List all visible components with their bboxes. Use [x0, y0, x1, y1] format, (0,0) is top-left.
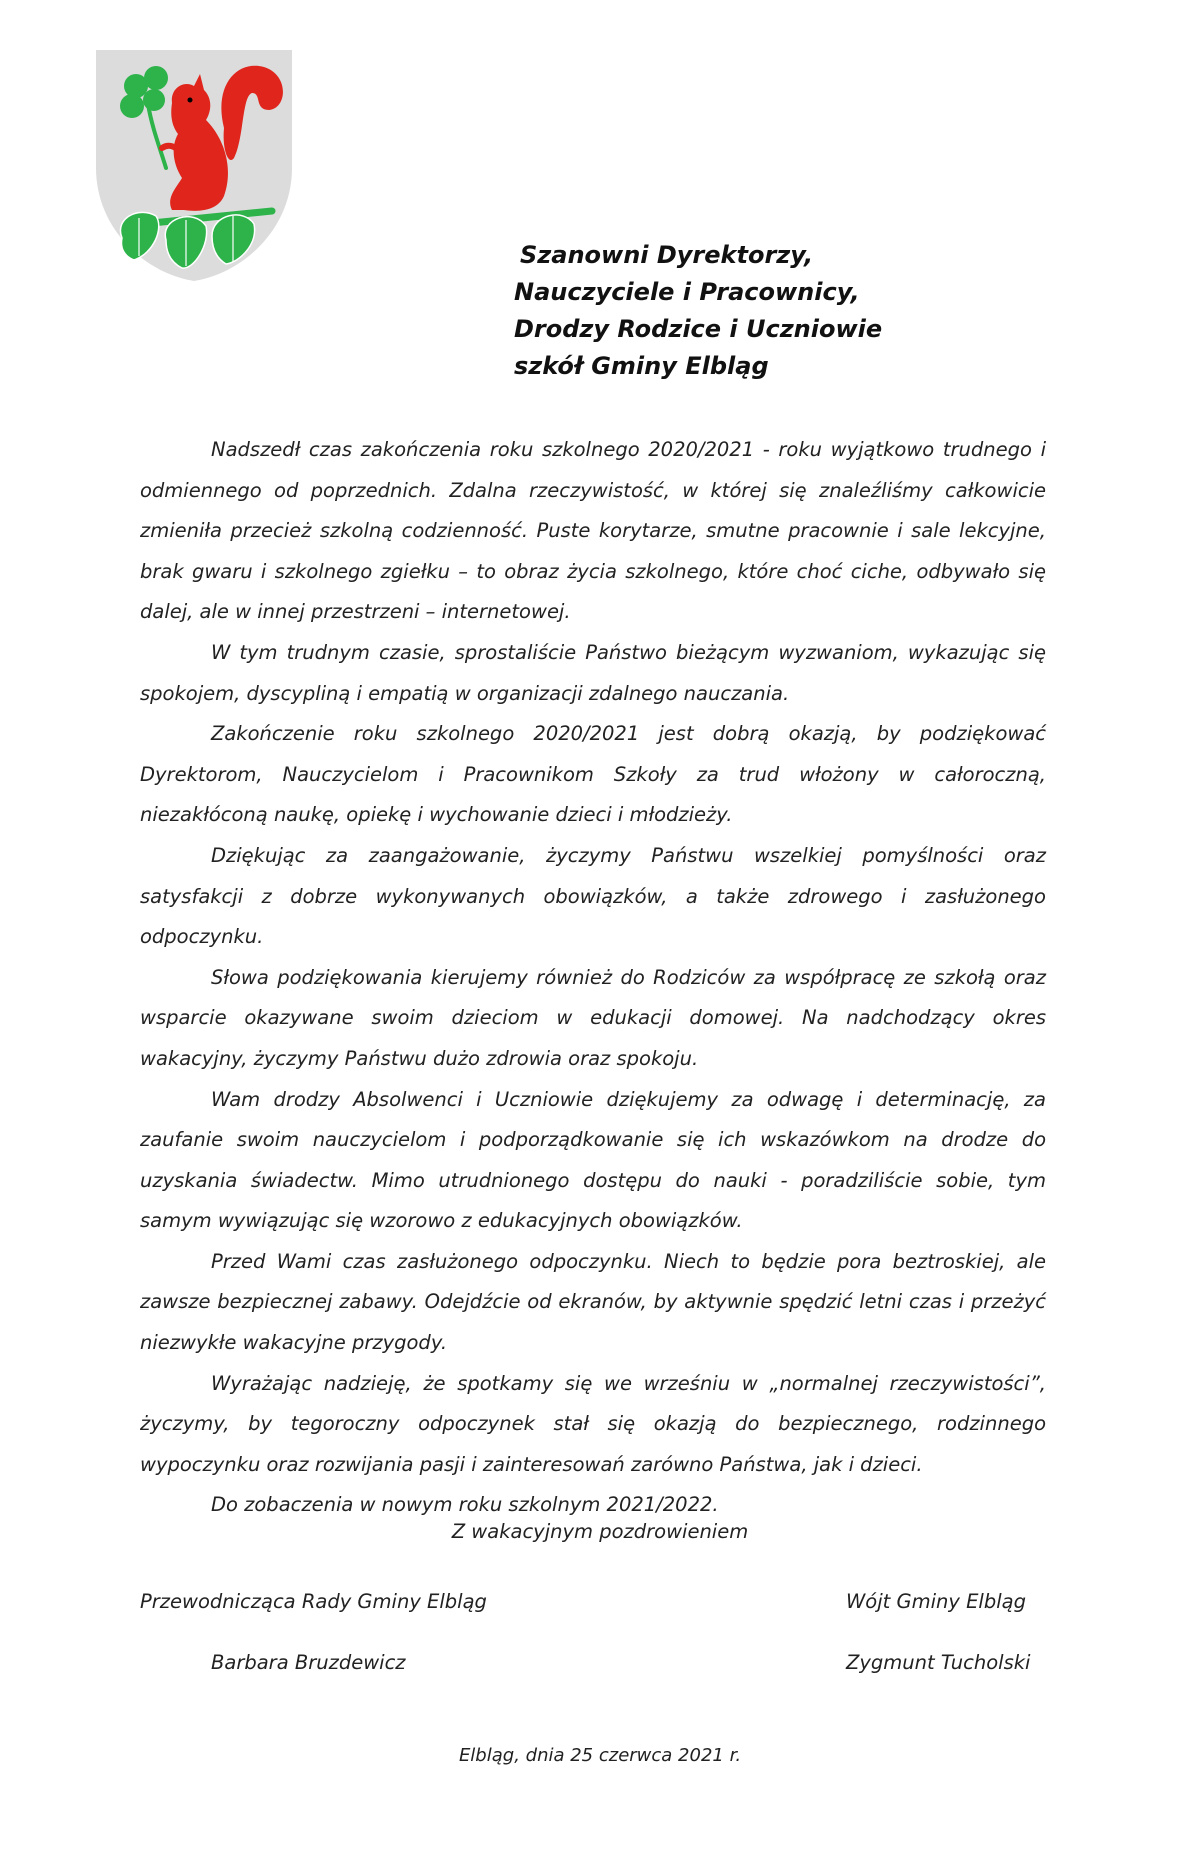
salutation-line-2: Nauczyciele i Pracownicy, — [514, 278, 860, 306]
coat-of-arms-svg — [94, 48, 294, 283]
paragraph: Zakończenie roku szkolnego 2020/2021 jest dobrą okazją, by podziękować Dyrektorom, Nauczycielom i Pracownikom Szkoły za trud włożony w całoroczną, niezakłóconą naukę, opiekę i wychowanie dzieci i młodzieży. — [140, 722, 1046, 827]
signatory-left-title: Przewodnicząca Rady Gminy Elbląg — [140, 1590, 487, 1613]
salutation-line-1: Szanowni Dyrektorzy, — [520, 241, 814, 269]
closing-greeting: Z wakacyjnym pozdrowieniem — [451, 1520, 749, 1543]
paragraph: Dziękując za zaangażowanie, życzymy Państwu wszelkiej pomyślności oraz satysfakcji z dobrze wykonywanych obowiązków, a także zdrowego i zasłużonego odpoczynku. — [140, 843, 1046, 949]
paragraph: Przed Wami czas zasłużonego odpoczynku. Niech to będzie pora beztroskiej, ale zawsze bezpiecznej zabawy. Odejdźcie od ekranów, by aktywnie spędzić letni czas i przeżyć niezwykłe wakacyjne przygody. — [140, 1249, 1046, 1355]
place-and-date: Elbląg, dnia 25 czerwca 2021 r. — [458, 1745, 742, 1766]
coat-of-arms-icon — [94, 48, 294, 283]
signatory-right-name: Zygmunt Tucholski — [846, 1651, 1031, 1674]
letter-body — [140, 430, 1046, 1526]
paragraph: Słowa podziękowania kierujemy również do Rodziców za współpracę ze szkołą oraz wsparcie okazywane swoim dzieciom w edukacji domowej. Na nadchodzący okres wakacyjny, życzymy Państwu dużo zdrowia oraz spokoju. — [140, 965, 1046, 1070]
paragraph: Nadszedł czas zakończenia roku szkolnego 2020/2021 - roku wyjątkowo trudnego i odmiennego od poprzednich. Zdalna rzeczywistość, w której się znaleźliśmy całkowicie zmieniła przecież szkolną codzienność. Puste korytarze, smutne pracownie i sale lekcyjne, brak gwaru i szkolnego zgiełku – to obraz życia szkolnego, które choć ciche, odbywało się dalej, ale w innej przestrzeni – internetowej. — [140, 438, 1046, 624]
paragraph: Wam drodzy Absolwenci i Uczniowie dziękujemy za odwagę i determinację, za zaufanie swoim nauczycielom i podporządkowanie się ich wskazówkom na drodze do uzyskania świadectw. Mimo utrudnionego dostępu do nauki - poradziliście sobie, tym samym wywiązując się wzorowo z edukacyjnych obowiązków. — [140, 1087, 1046, 1233]
salutation — [514, 237, 882, 385]
salutation-line-4: szkół Gminy Elbląg — [514, 352, 769, 380]
signatory-right-title: Wójt Gminy Elbląg — [846, 1590, 1026, 1613]
paragraph: Do zobaczenia w nowym roku szkolnym 2021/2022. — [211, 1493, 719, 1517]
paragraph: Wyrażając nadzieję, że spotkamy się we wrześniu w „normalnej rzeczywistości”, życzymy, by tegoroczny odpoczynek stał się okazją do bezpiecznego, rodzinnego wypoczynku oraz rozwijania pasji i zainteresowań zarówno Państwa, jak i dzieci. — [140, 1371, 1046, 1476]
paragraph: W tym trudnym czasie, sprostaliście Państwo bieżącym wyzwaniom, wykazując się spokojem, dyscypliną i empatią w organizacji zdalnego nauczania. — [140, 640, 1046, 705]
salutation-line-3: Drodzy Rodzice i Uczniowie — [514, 315, 883, 343]
signatory-left-name: Barbara Bruzdewicz — [211, 1651, 406, 1674]
